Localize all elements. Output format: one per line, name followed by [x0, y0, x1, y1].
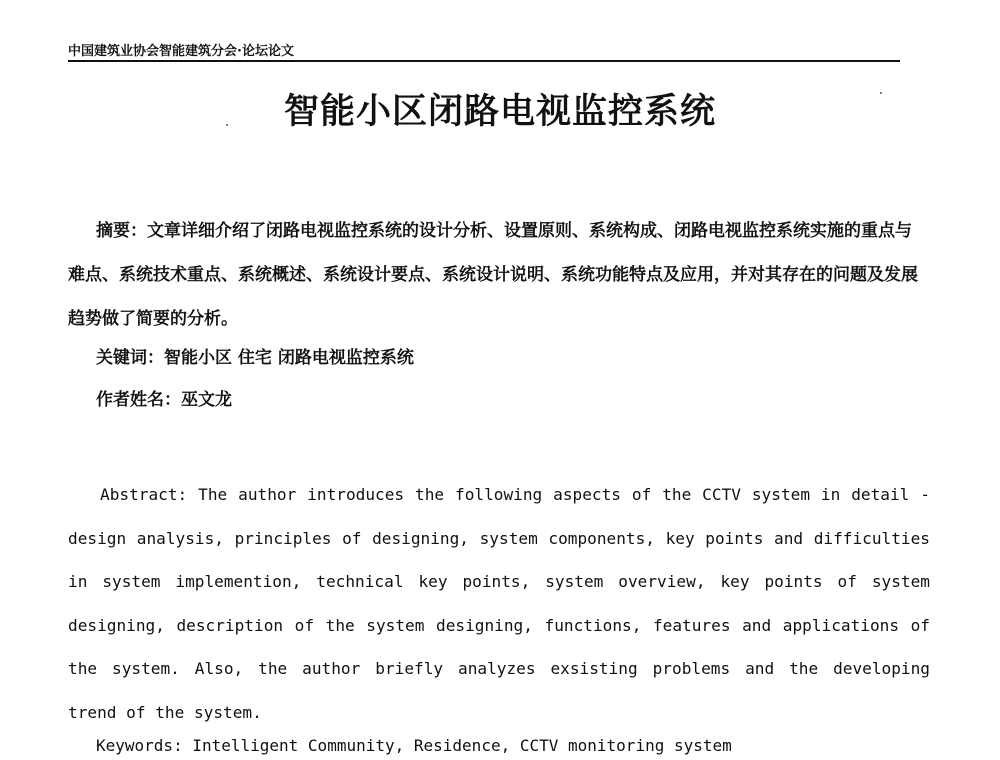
author-name: 作者姓名：巫文龙 — [96, 390, 232, 410]
header-divider — [68, 60, 900, 62]
paper-title: 智能小区闭路电视监控系统 — [283, 91, 716, 132]
abstract-english: Abstract: The author introduces the following aspects of the CCTV system in detail - design analysis, principles of designing, system components, key points and difficulties in system implemention, technical key points, system overview, key points of system designing, description of the system designing, functions, features and applications of the system. Also, the author briefly analyzes exsisting problems and the developing trend of the system. — [68, 485, 930, 722]
running-header: 中国建筑业协会智能建筑分会·论坛论文 — [68, 44, 294, 59]
keywords-chinese: 关键词：智能小区 住宅 闭路电视监控系统 — [96, 348, 414, 368]
scan-speck — [226, 124, 228, 126]
scan-speck — [880, 92, 882, 94]
abstract-chinese: 摘要：文章详细介绍了闭路电视监控系统的设计分析、设置原则、系统构成、闭路电视监控系统实施的重点与难点、系统技术重点、系统概述、系统设计要点、系统设计说明、系统功能特点及应用，并对其存在的问题及发展趋势做了简要的分析。 — [68, 221, 918, 329]
keywords-english: Keywords: Intelligent Community, Residence, CCTV monitoring system — [96, 736, 732, 755]
